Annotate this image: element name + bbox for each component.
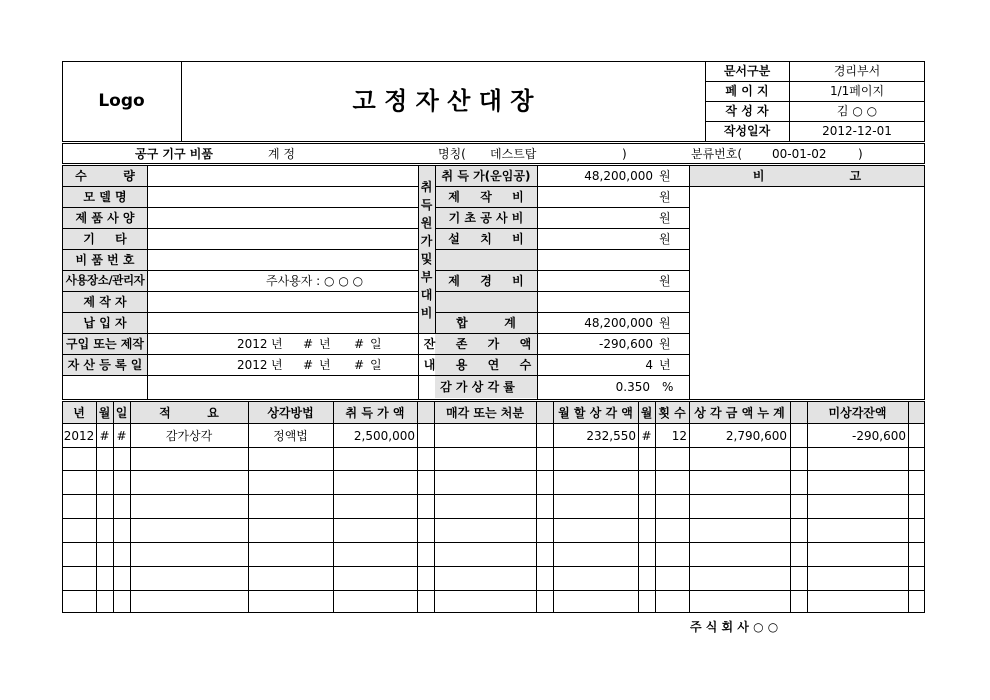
label-spec: 제 품 사 양 <box>75 211 135 225</box>
label-item-number: 비 품 번 호 <box>75 253 135 267</box>
table-row-month: # <box>99 429 110 443</box>
label-quantity: 수 량 <box>75 169 135 183</box>
col-header-cost: 취 득 가 액 <box>345 406 405 420</box>
remarks-header: 비 고 <box>752 169 862 183</box>
register-month: # <box>303 358 314 372</box>
col-header-method: 상각방법 <box>267 406 314 420</box>
class-number: 00-01-02 <box>772 147 827 161</box>
residual-value: -290,600 <box>599 337 653 351</box>
col-header-count: 횟 수 <box>658 406 686 420</box>
table-row-description: 감가상각 <box>165 429 213 443</box>
col-header-balance: 미상각잔액 <box>828 406 887 420</box>
cost-label: 기 초 공 사 비 <box>448 211 524 225</box>
register-year-unit: 년 <box>271 358 283 372</box>
useful-life-value: 4 <box>645 358 653 372</box>
purchase-year: 2012 <box>237 337 268 351</box>
cost-vertical-char: 취 <box>420 180 433 194</box>
register-day: # <box>354 358 365 372</box>
table-row-accumulated: 2,790,600 <box>725 429 787 443</box>
account-label: 계 정 <box>268 147 295 161</box>
label-register-date: 자 산 등 록 일 <box>67 358 143 372</box>
table-row-count: 12 <box>671 429 687 443</box>
residual-label: 잔 존 가 액 <box>423 337 532 351</box>
cost-unit: 원 <box>659 232 671 246</box>
purchase-day-unit: 일 <box>370 337 382 351</box>
cost-vertical-char: 부 <box>420 270 433 284</box>
cost-vertical-char: 가 <box>420 234 433 248</box>
name-close: ) <box>622 147 627 161</box>
cost-unit: 원 <box>659 169 671 183</box>
label-purchase: 구입 또는 제작 <box>66 337 144 351</box>
asset-name: 데스트탑 <box>490 147 537 161</box>
cost-value: 48,200,000 <box>584 169 653 183</box>
label-maker: 제 작 자 <box>83 295 127 309</box>
cost-unit: 원 <box>659 190 671 204</box>
purchase-year-unit: 년 <box>271 337 283 351</box>
table-row-monthly: 232,550 <box>586 429 636 443</box>
purchase-month: # <box>303 337 314 351</box>
cost-total-label: 합 계 <box>456 316 516 330</box>
cost-vertical-char: 비 <box>420 306 433 320</box>
table-row-year: 2012 <box>63 429 95 443</box>
col-header-description: 적 요 <box>159 406 219 420</box>
label-supplier: 납 입 자 <box>83 316 127 330</box>
label-location: 사용장소/관리자 <box>65 273 145 287</box>
class-label: 분류번호( <box>691 147 743 161</box>
asset-category: 공구 기구 비품 <box>135 147 213 161</box>
cost-label: 설 치 비 <box>448 232 524 246</box>
meta-value-page: 1/1페이지 <box>829 84 885 98</box>
residual-unit: 원 <box>659 337 671 351</box>
register-day-unit: 일 <box>370 358 382 372</box>
cost-label: 제 작 비 <box>448 190 524 204</box>
table-row-balance: -290,600 <box>852 429 906 443</box>
cost-total-unit: 원 <box>659 316 671 330</box>
cost-unit: 원 <box>659 274 671 288</box>
depreciation-rate-unit: % <box>662 380 674 394</box>
cost-label: 취 득 가(운임공) <box>441 169 531 183</box>
label-model: 모 델 명 <box>83 190 127 204</box>
table-row-day: # <box>116 429 127 443</box>
col-header-m: 월 <box>640 406 653 420</box>
cost-vertical-char: 원 <box>420 216 433 230</box>
depreciation-rate-value: 0.350 <box>615 380 650 394</box>
useful-life-label: 내 용 연 수 <box>423 358 532 372</box>
class-close: ) <box>858 147 863 161</box>
page-title: 고 정 자 산 대 장 <box>352 87 534 115</box>
col-header-disposal: 매각 또는 처분 <box>446 406 524 420</box>
col-header-year: 년 <box>73 406 85 420</box>
useful-life-unit: 년 <box>659 358 671 372</box>
depreciation-rate-label: 감 가 상 각 률 <box>440 380 515 394</box>
name-label: 명칭( <box>438 147 466 161</box>
purchase-month-unit: 년 <box>319 337 331 351</box>
table-row-method: 정액법 <box>273 429 308 443</box>
sub-user: 주사용자 : ○ ○ ○ <box>266 274 364 288</box>
col-header-month: 월 <box>98 406 111 420</box>
meta-label-date: 작성일자 <box>723 124 771 138</box>
col-header-day: 일 <box>115 406 128 420</box>
purchase-day: # <box>354 337 365 351</box>
table-row-cost: 2,500,000 <box>353 429 415 443</box>
col-header-accumulated: 상 각 금 액 누 계 <box>694 406 785 420</box>
meta-label-page: 페 이 지 <box>725 84 769 98</box>
label-etc: 기 타 <box>83 232 127 246</box>
cost-unit: 원 <box>659 211 671 225</box>
col-header-monthly: 월 할 상 각 액 <box>558 406 633 420</box>
meta-label-doc-type: 문서구분 <box>723 64 771 78</box>
cost-vertical-char: 득 <box>420 198 433 212</box>
meta-value-author: 김 ○ ○ <box>836 104 878 118</box>
cost-vertical-char: 및 <box>420 252 433 266</box>
cost-total-value: 48,200,000 <box>584 316 653 330</box>
meta-value-doc-type: 경리부서 <box>833 64 881 78</box>
register-year: 2012 <box>237 358 268 372</box>
cost-label: 제 경 비 <box>448 274 524 288</box>
meta-value-date: 2012-12-01 <box>822 124 892 138</box>
company-name: 주 식 회 사 ○ ○ <box>690 620 779 634</box>
table-row-m: # <box>641 429 652 443</box>
logo: Logo <box>98 91 145 111</box>
register-month-unit: 년 <box>319 358 331 372</box>
cost-vertical-char: 대 <box>420 288 433 302</box>
meta-label-author: 작 성 자 <box>725 104 769 118</box>
